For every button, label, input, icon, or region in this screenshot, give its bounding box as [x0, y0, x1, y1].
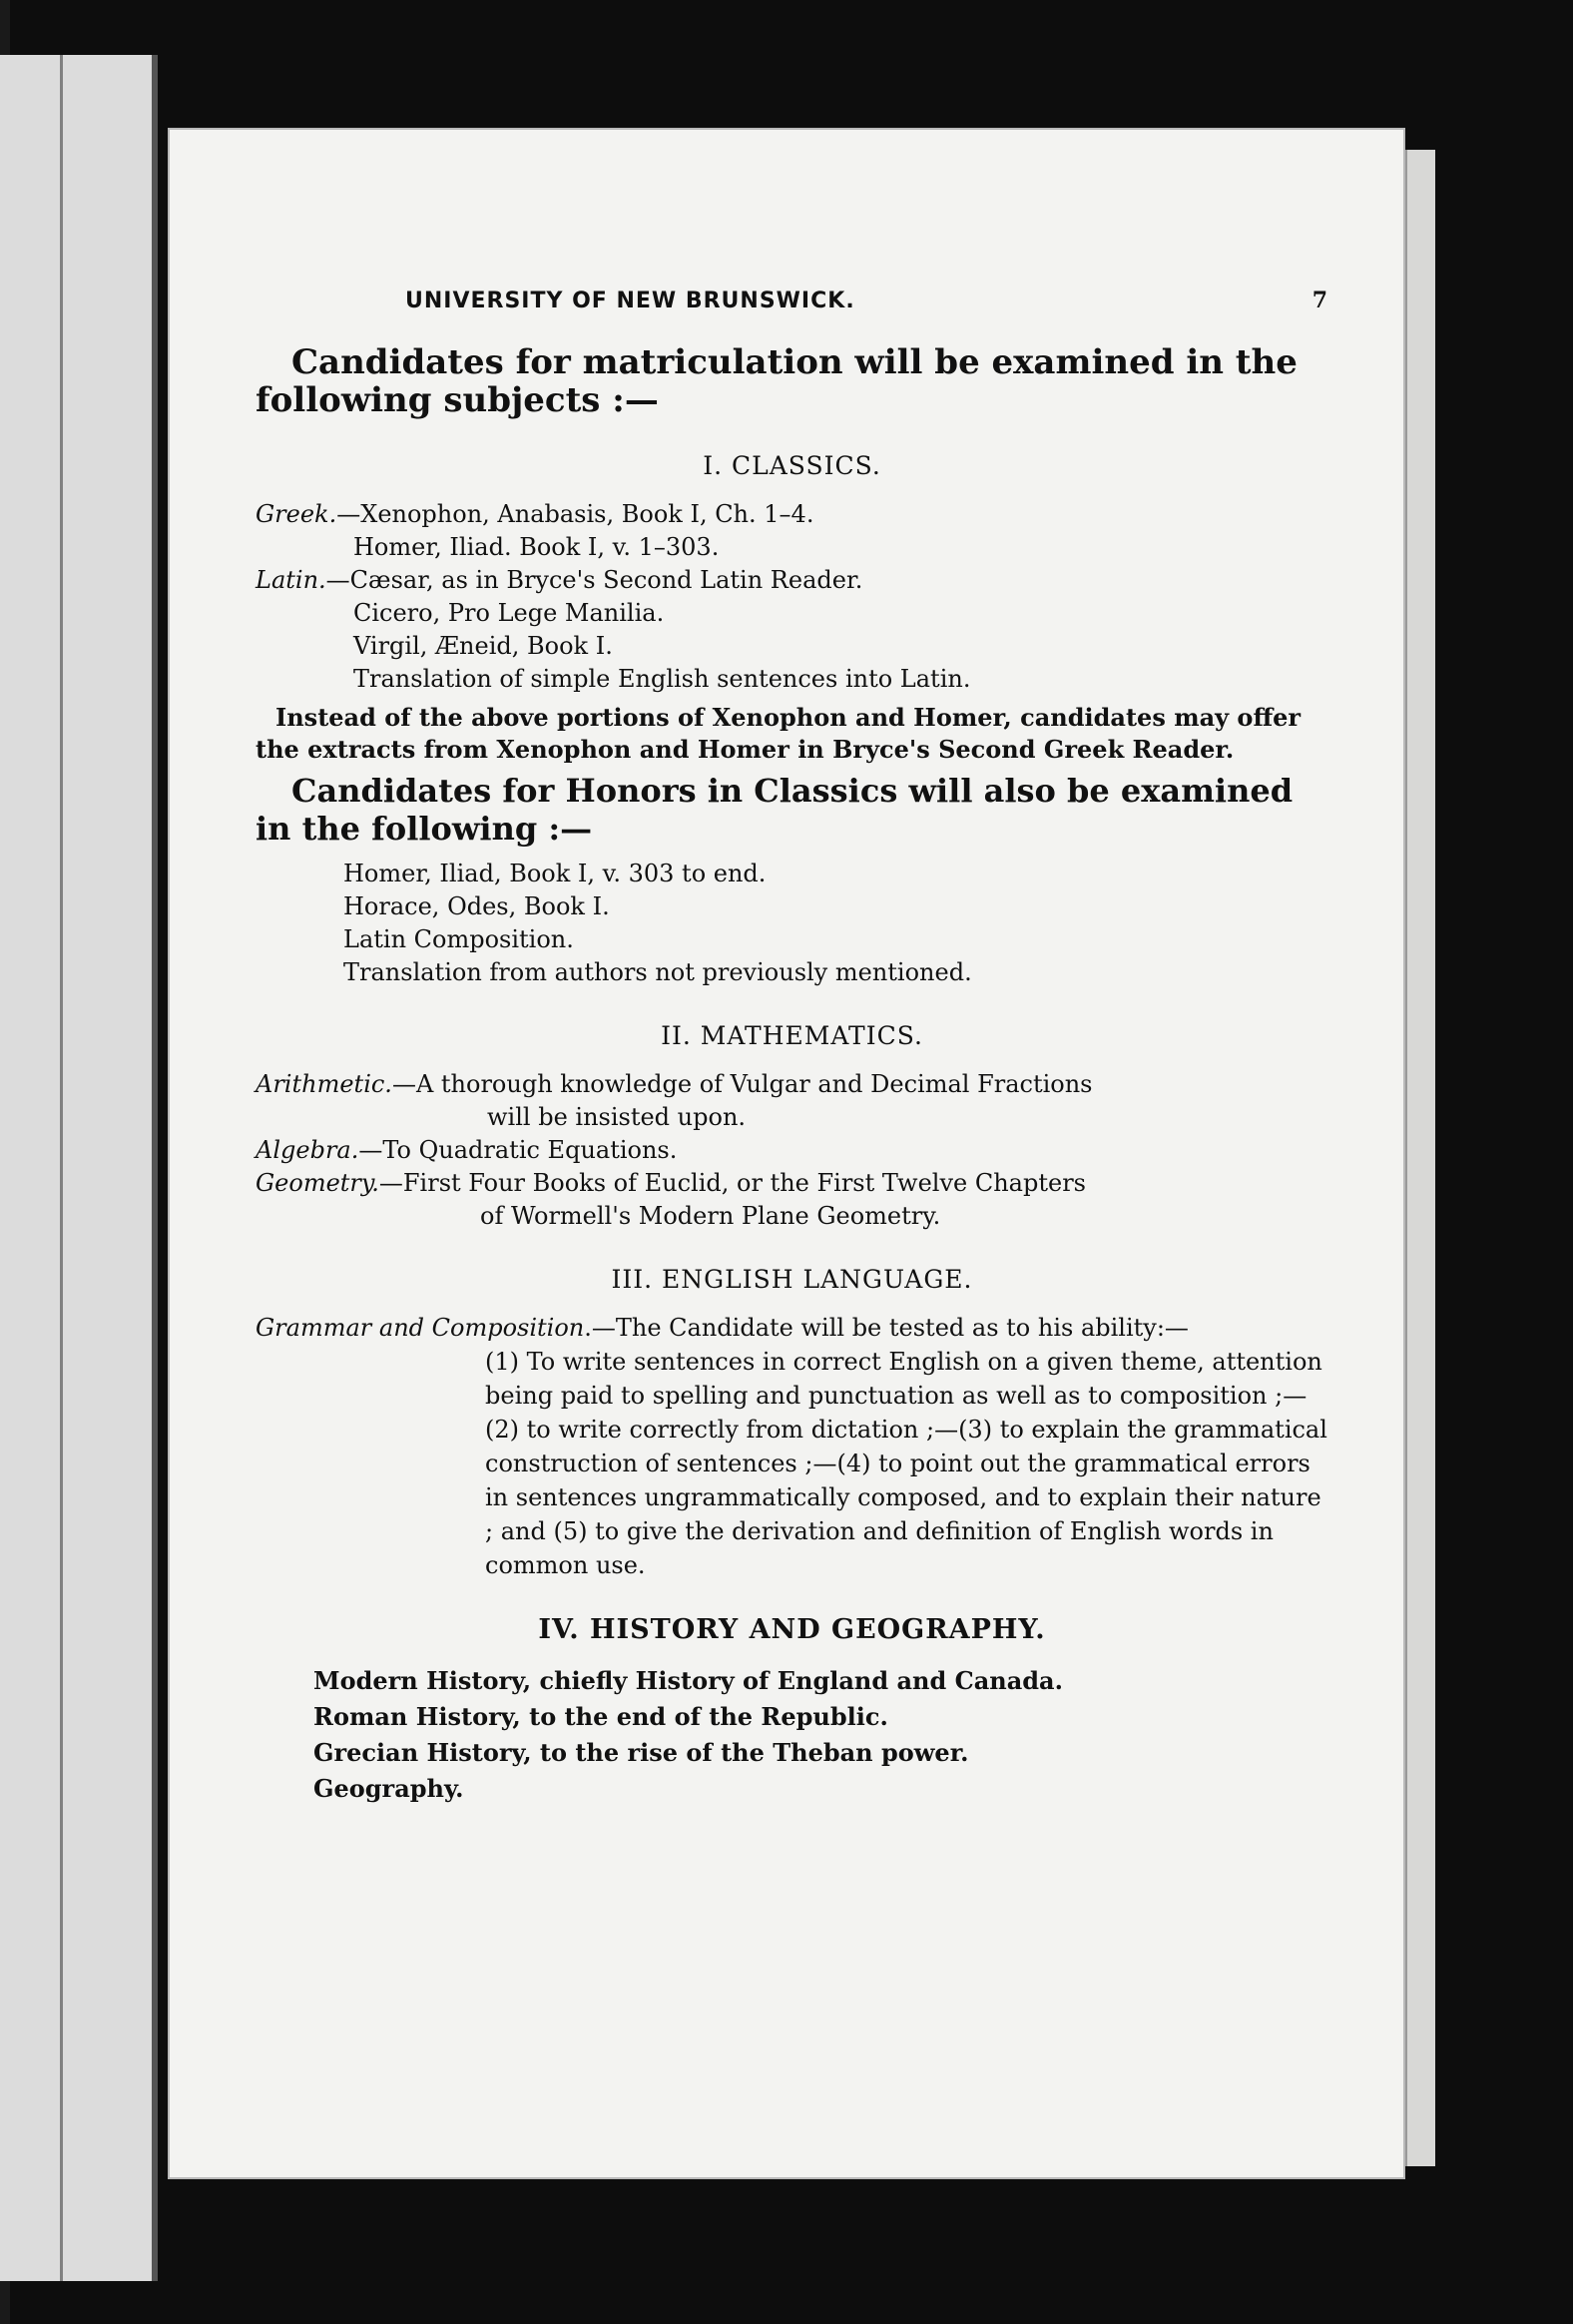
- section-heading-english: III. ENGLISH LANGUAGE.: [611, 1265, 973, 1294]
- latin-line-2: Cicero, Pro Lege Manilia.: [353, 599, 665, 627]
- algebra-text: —To Quadratic Equations.: [358, 1136, 678, 1164]
- latin-label: Latin.: [256, 566, 326, 594]
- grammar-text-1: .—The Candidate will be tested as to his ability:—: [584, 1314, 1189, 1342]
- latin-text-1: —Cæsar, as in Bryce's Second Latin Reader.: [325, 566, 863, 594]
- history-item: Roman History, to the end of the Republic.: [313, 1702, 888, 1731]
- honors-item-2: Horace, Odes, Book I.: [343, 892, 610, 920]
- arithmetic-line-2: will be insisted upon.: [487, 1103, 747, 1131]
- latin-line-3: Virgil, Æneid, Book I.: [353, 632, 613, 660]
- book-page: [168, 128, 1405, 2179]
- running-head-title: UNIVERSITY OF NEW BRUNSWICK.: [405, 289, 855, 313]
- honors-item-4: Translation from authors not previously mentioned.: [343, 958, 972, 986]
- history-item: Geography.: [313, 1774, 464, 1803]
- algebra-label: Algebra.: [256, 1136, 359, 1164]
- honors-item-1: Homer, Iliad, Book I, v. 303 to end.: [343, 860, 767, 887]
- geometry-label: Geometry.: [256, 1169, 379, 1197]
- intro-paragraph: Candidates for matriculation will be examined in the following subjects :—: [256, 342, 1298, 420]
- grammar-label: Grammar and Composition: [256, 1314, 585, 1342]
- page-number: 7: [1311, 288, 1328, 313]
- running-head: [405, 288, 1328, 313]
- arithmetic-label: Arithmetic.: [256, 1070, 392, 1098]
- algebra-line: [256, 1134, 1328, 1167]
- honors-intro: Candidates for Honors in Classics will also be examined in the following :—: [256, 772, 1294, 848]
- arithmetic-line: [256, 1068, 1328, 1101]
- left-page-edge: [0, 55, 158, 2281]
- latin-line-4: Translation of simple English sentences into Latin.: [353, 665, 971, 693]
- grammar-line-1: [256, 1312, 1328, 1345]
- latin-line-1: [256, 564, 1328, 597]
- geometry-text: —First Four Books of Euclid, or the First Twelve Chapters: [378, 1169, 1086, 1197]
- grammar-text-2: (1) To write sentences in correct English on a given theme, attention being paid to spelling and punctuation as well as to composition ;—(2) to write correctly from dictation ;—(3) to explain the grammatical construction of sentences ;—(4) to point out the grammatical errors in sentences ungrammatically composed, and to explain their nature ; and (5) to give the derivation and definition of English words in common use.: [485, 1348, 1327, 1579]
- honors-item-3: Latin Composition.: [343, 925, 574, 953]
- page-fore-edge: [1405, 150, 1435, 2166]
- section-heading-mathematics: II. MATHEMATICS.: [661, 1021, 923, 1050]
- section-heading-classics: I. CLASSICS.: [703, 451, 881, 480]
- history-item: Modern History, chiefly History of England and Canada.: [313, 1666, 1063, 1695]
- geometry-line: [256, 1167, 1328, 1200]
- page-content: [256, 288, 1328, 1807]
- arithmetic-text: —A thorough knowledge of Vulgar and Decimal Fractions: [391, 1070, 1093, 1098]
- greek-line-2: Homer, Iliad. Book I, v. 1–303.: [353, 533, 720, 561]
- history-item: Grecian History, to the rise of the Theban power.: [313, 1738, 969, 1767]
- section-heading-history: IV. HISTORY AND GEOGRAPHY.: [538, 1614, 1046, 1645]
- greek-line-1: [256, 498, 1328, 531]
- instead-paragraph: Instead of the above portions of Xenophon and Homer, candidates may offer the extracts from Xenophon and Homer in Bryce's Second Greek Reader.: [256, 703, 1302, 764]
- greek-label: Greek.: [256, 500, 337, 528]
- geometry-line-2: of Wormell's Modern Plane Geometry.: [480, 1202, 941, 1230]
- greek-text-1: —Xenophon, Anabasis, Book I, Ch. 1–4.: [336, 500, 814, 528]
